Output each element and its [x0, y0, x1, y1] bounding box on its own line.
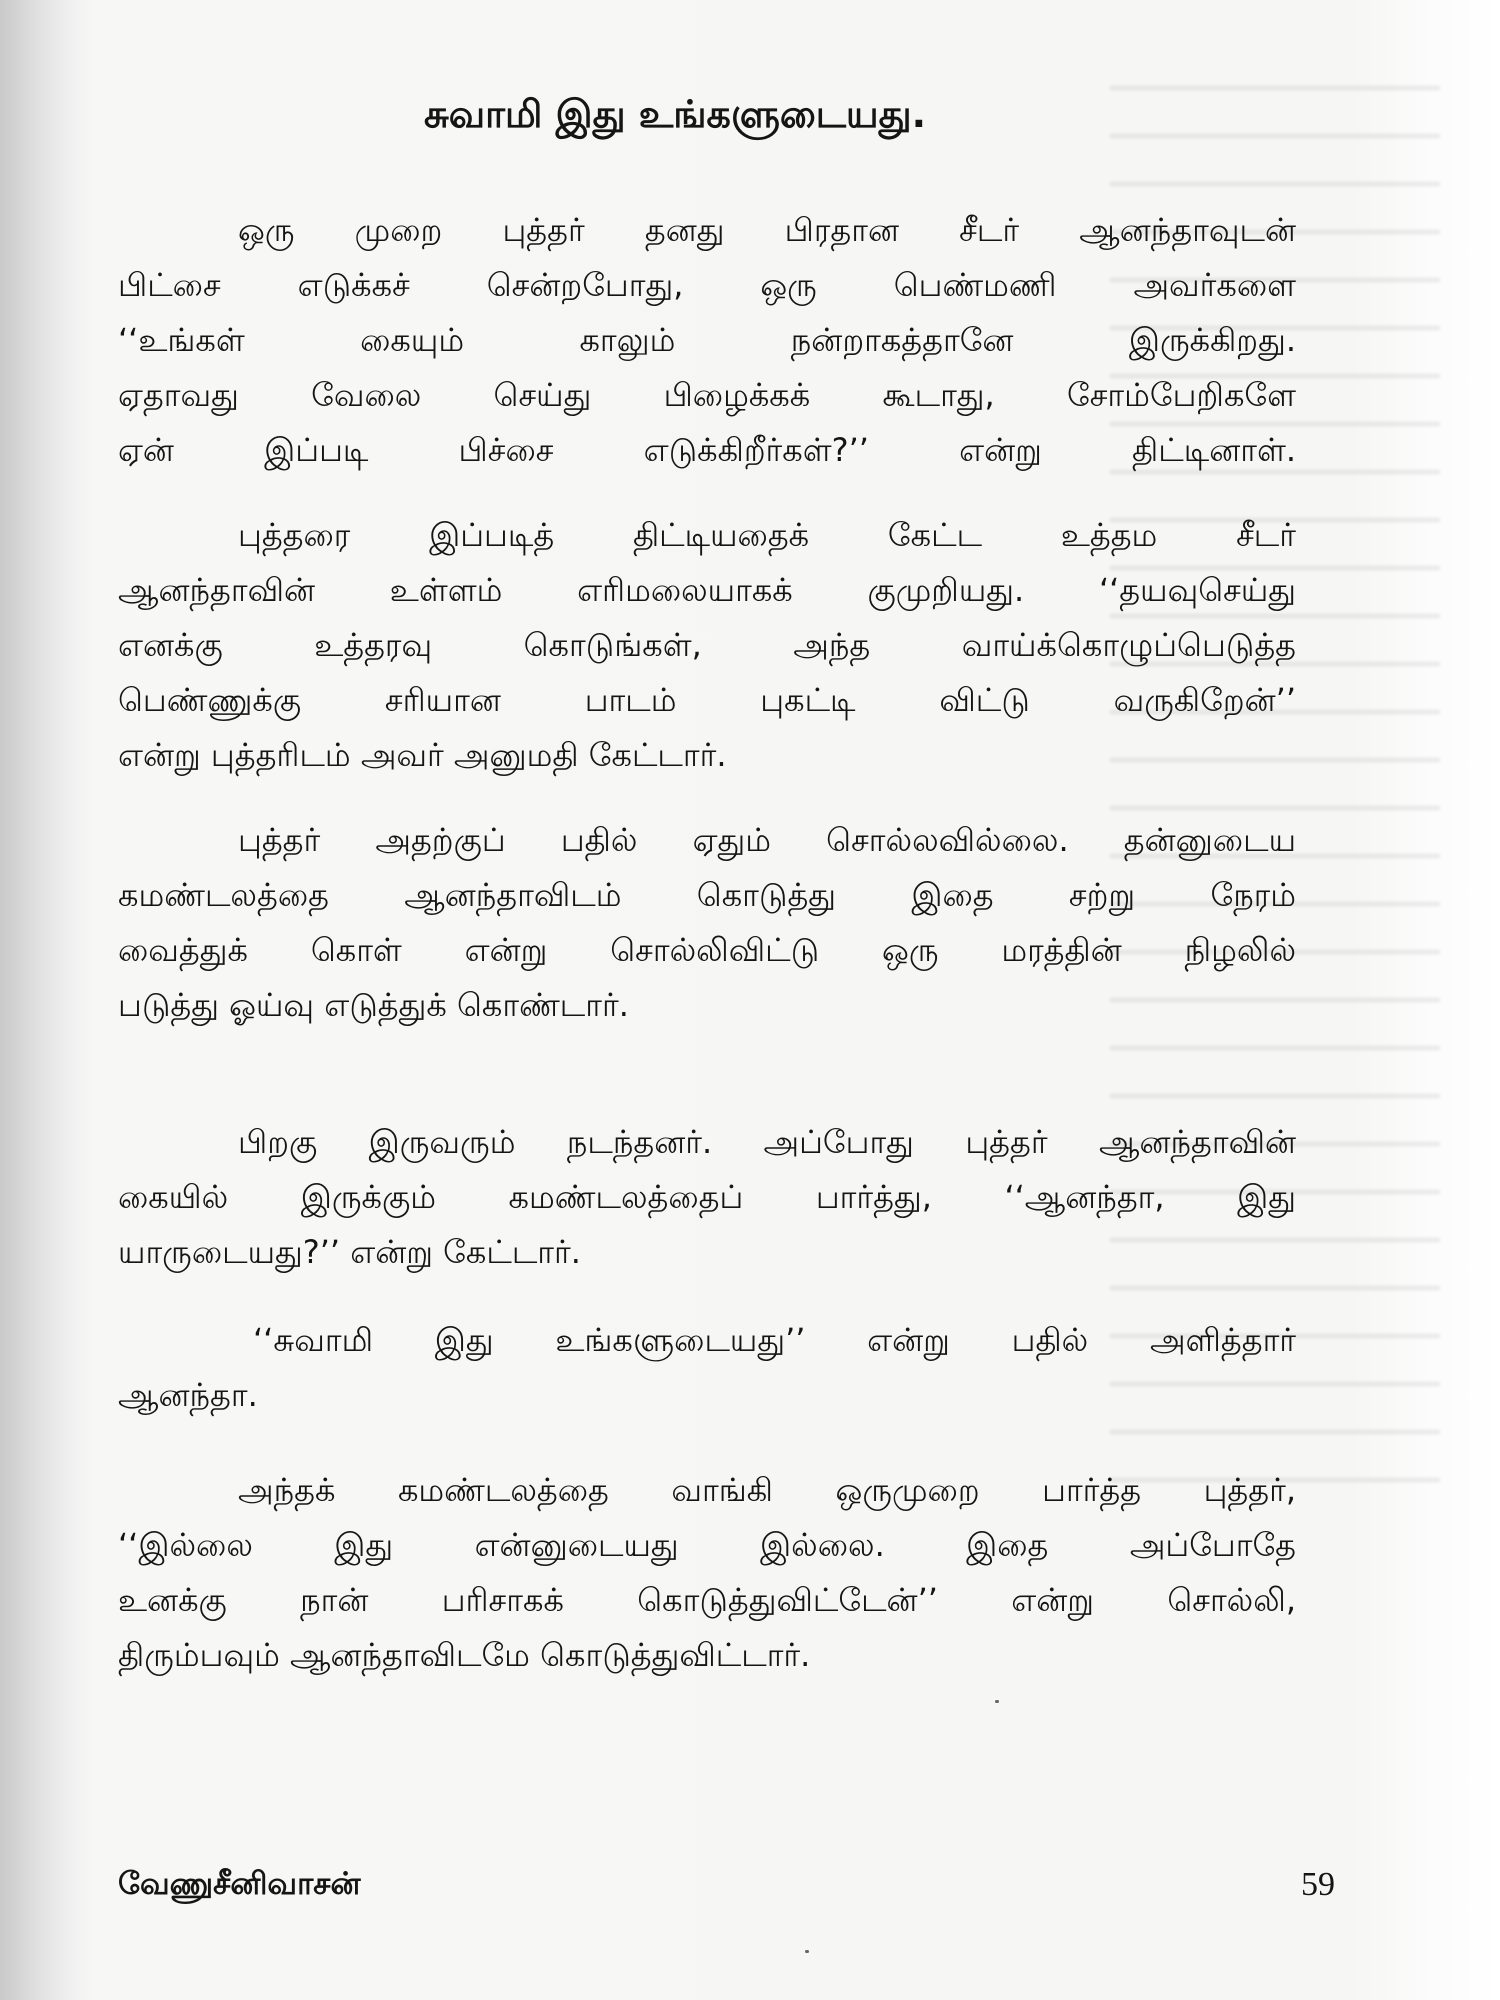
- paragraph-5-line-1: ‘‘சுவாமி இது உங்களுடையது’’ என்று பதில் அளித்தார்: [253, 1321, 1296, 1359]
- paragraph-2-line-3: எனக்கு உத்தரவு கொடுங்கள், அந்த வாய்க்கொழுப்பெடுத்த: [118, 626, 1296, 664]
- paragraph-5-line-2: ஆனந்தா.: [118, 1376, 258, 1414]
- paragraph-1-line-2: பிட்சை எடுக்கச் சென்றபோது, ஒரு பெண்மணி அவர்களை: [118, 266, 1296, 304]
- print-speck: [995, 1700, 999, 1703]
- paragraph-1-line-1: ஒரு முறை புத்தர் தனது பிரதான சீடர் ஆனந்தாவுடன்: [238, 211, 1296, 249]
- print-speck: [805, 1950, 809, 1953]
- paragraph-6-line-1: அந்தக் கமண்டலத்தை வாங்கி ஒருமுறை பார்த்த புத்தர்,: [238, 1471, 1296, 1509]
- paragraph-1-line-4: ஏதாவது வேலை செய்து பிழைக்கக் கூடாது, சோம்பேறிகளே: [118, 376, 1296, 414]
- paragraph-3-line-4: படுத்து ஓய்வு எடுத்துக் கொண்டார்.: [118, 986, 629, 1024]
- paragraph-1-line-3: ‘‘உங்கள் கையும் காலும் நன்றாகத்தானே இருக்கிறது.: [118, 321, 1296, 359]
- paragraph-2-line-5: என்று புத்தரிடம் அவர் அனுமதி கேட்டார்.: [118, 736, 727, 774]
- paragraph-6-line-4: திரும்பவும் ஆனந்தாவிடமே கொடுத்துவிட்டார்.: [118, 1636, 811, 1674]
- paragraph-3-line-1: புத்தர் அதற்குப் பதில் ஏதும் சொல்லவில்லை. தன்னுடைய: [238, 821, 1296, 859]
- paragraph-2-line-2: ஆனந்தாவின் உள்ளம் எரிமலையாகக் குமுறியது. ‘‘தயவுசெய்து: [118, 571, 1296, 609]
- paragraph-4-line-2: கையில் இருக்கும் கமண்டலத்தைப் பார்த்து, ‘‘ஆனந்தா, இது: [118, 1178, 1296, 1216]
- paragraph-6-line-3: உனக்கு நான் பரிசாகக் கொடுத்துவிட்டேன்’’ என்று சொல்லி,: [118, 1581, 1296, 1619]
- paragraph-2-line-1: புத்தரை இப்படித் திட்டியதைக் கேட்ட உத்தம சீடர்: [238, 516, 1296, 554]
- page-number: 59: [1301, 1866, 1335, 1903]
- footer-author: வேணுசீனிவாசன்: [118, 1866, 361, 1902]
- paragraph-6-line-2: ‘‘இல்லை இது என்னுடையது இல்லை. இதை அப்போதே: [118, 1526, 1296, 1564]
- paragraph-4-line-1: பிறகு இருவரும் நடந்தனர். அப்போது புத்தர் ஆனந்தாவின்: [238, 1123, 1296, 1161]
- paragraph-3-line-2: கமண்டலத்தை ஆனந்தாவிடம் கொடுத்து இதை சற்று நேரம்: [118, 876, 1296, 914]
- paragraph-4-line-3: யாருடையது?’’ என்று கேட்டார்.: [118, 1233, 581, 1271]
- paragraph-3-line-3: வைத்துக் கொள் என்று சொல்லிவிட்டு ஒரு மரத்தின் நிழலில்: [118, 931, 1296, 969]
- paragraph-1-line-5: ஏன் இப்படி பிச்சை எடுக்கிறீர்கள்?’’ என்று திட்டினாள்.: [118, 431, 1296, 469]
- page-title: சுவாமி இது உங்களுடையது.: [423, 92, 927, 136]
- paragraph-2-line-4: பெண்ணுக்கு சரியான பாடம் புகட்டி விட்டு வருகிறேன்’’: [118, 681, 1296, 719]
